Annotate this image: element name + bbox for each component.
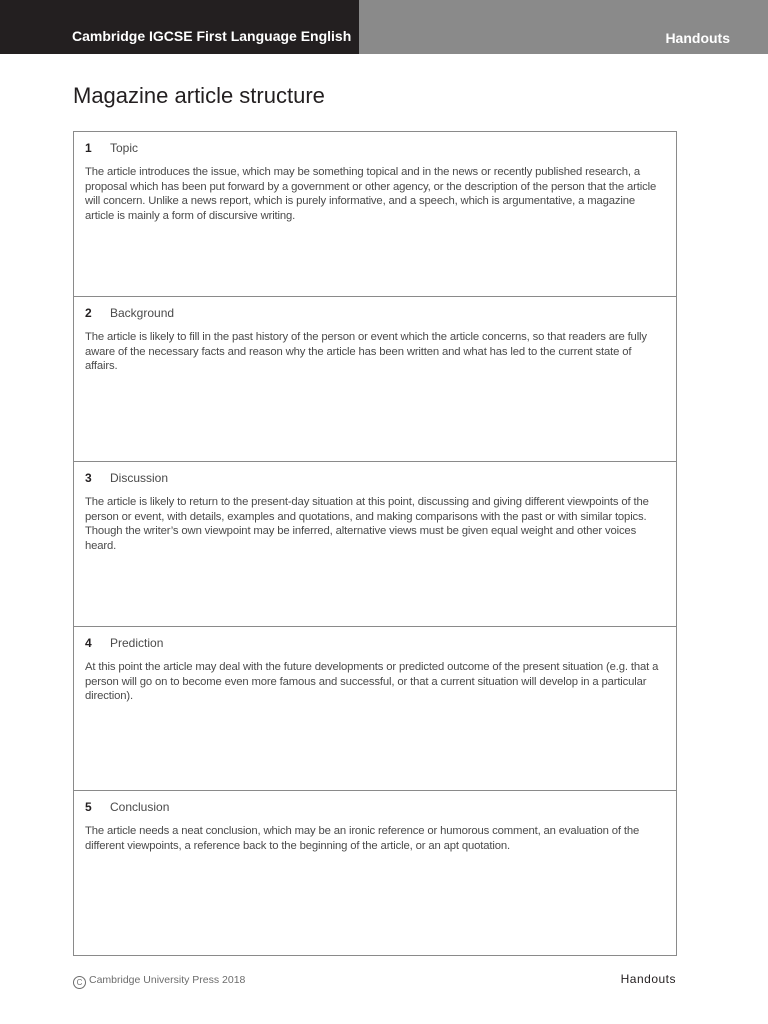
section-name: Background [110, 306, 175, 320]
section-description: The article introduces the issue, which may be something topical and in the news or recently published research, a proposal which has been put forward by a government or other agency, or the description of the person that the article will concern. Unlike a news report, which is purely informative, and a speech, which is argumentative, a magazine article is mainly a form of discursive writing. [85, 166, 657, 222]
section-name: Conclusion [110, 800, 170, 814]
copyright-icon: C [73, 976, 86, 989]
section-name: Prediction [110, 636, 164, 650]
article-structure-table [73, 131, 677, 956]
section-heading [85, 636, 163, 650]
section-number: 1 [85, 141, 92, 155]
section-description: The article needs a neat conclusion, which may be an ironic reference or humorous comment, an evaluation of the different viewpoints, a reference back to the beginning of the article, or an apt quotation. [85, 825, 640, 852]
page-title: Magazine article structure [73, 83, 325, 108]
section-name: Topic [110, 141, 139, 155]
section-heading [85, 471, 168, 485]
section-label: Handouts [665, 30, 730, 46]
section-heading [85, 306, 174, 320]
section-heading [85, 800, 169, 814]
section-description: The article is likely to return to the present-day situation at this point, discussing and giving different viewpoints of the person or event, with details, examples and quotations, and making comparisons with the past or with similar topics. Though the writer’s own viewpoint may be inferred, alternative views must be given equal weight and other voices heard. [85, 496, 649, 552]
header-section-band [359, 0, 768, 54]
section-box-topic [74, 132, 676, 296]
copyright-text: Cambridge University Press 2018 [89, 974, 246, 986]
section-box-prediction [74, 626, 676, 790]
section-box-discussion [74, 461, 676, 625]
section-number: 4 [85, 636, 92, 650]
section-box-conclusion [74, 790, 676, 955]
header-title-band [0, 0, 359, 54]
section-number: 2 [85, 306, 92, 320]
section-description: The article is likely to fill in the past history of the person or event which the article concerns, so that readers are fully aware of the necessary facts and reason why the article has been written and what has led to the current state of affairs. [85, 331, 647, 373]
section-name: Discussion [110, 471, 169, 485]
footer-section-label: Handouts [620, 972, 676, 986]
book-title: Cambridge IGCSE First Language English [72, 28, 352, 44]
copyright-notice [73, 974, 245, 989]
section-box-background [74, 296, 676, 460]
section-description: At this point the article may deal with the future developments or predicted outcome of the present situation (e.g. that a person will go on to become even more famous and successful, or that a current situation will develop in a particular direction). [85, 661, 659, 703]
section-heading [85, 141, 138, 155]
section-number: 5 [85, 800, 92, 814]
section-number: 3 [85, 471, 92, 485]
